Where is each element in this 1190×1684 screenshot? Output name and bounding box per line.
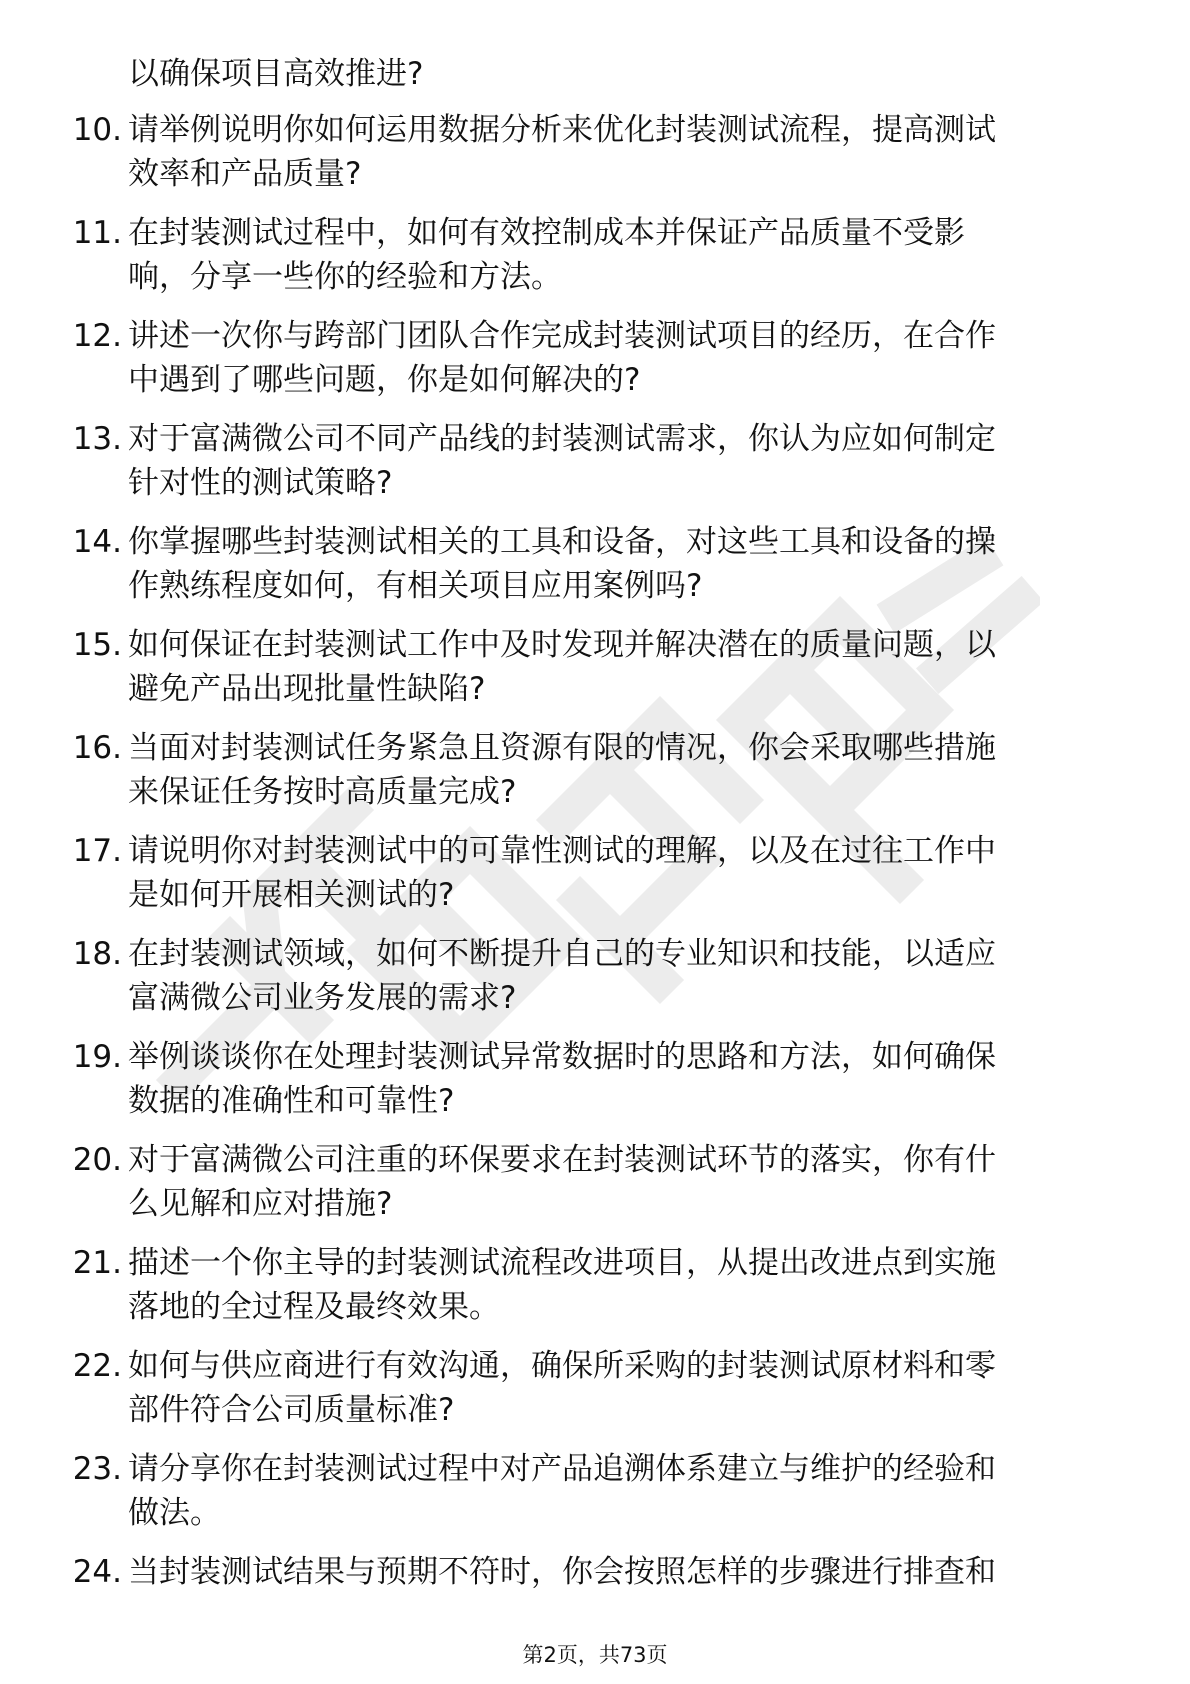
question-text-line: 避免产品出现批量性缺陷?	[128, 671, 486, 707]
question-text-line: 如何与供应商进行有效沟通，确保所采购的封装测试原材料和零	[128, 1348, 996, 1384]
list-item	[56, 314, 1116, 402]
question-text-line: 来保证任务按时高质量完成?	[128, 774, 517, 810]
question-text-line: 在封装测试过程中，如何有效控制成本并保证产品质量不受影	[128, 215, 965, 251]
question-text-line: 部件符合公司质量标准?	[128, 1392, 455, 1428]
question-number: 12.	[72, 318, 122, 354]
question-text-line: 是如何开展相关测试的?	[128, 877, 455, 913]
question-text-line: 富满微公司业务发展的需求?	[128, 980, 517, 1016]
question-text-line: 请分享你在封装测试过程中对产品追溯体系建立与维护的经验和	[128, 1451, 996, 1487]
question-text-line: 中遇到了哪些问题，你是如何解决的?	[128, 362, 641, 398]
question-text-line: 对于富满微公司注重的环保要求在封装测试环节的落实，你有什	[128, 1142, 996, 1178]
question-text-line: 效率和产品质量?	[128, 156, 362, 192]
question-text-line: 做法。	[128, 1495, 221, 1531]
question-text-line: 响，分享一些你的经验和方法。	[128, 259, 562, 295]
question-text-line: 么见解和应对措施?	[128, 1186, 393, 1222]
list-item	[56, 932, 1116, 1020]
question-text-line: 作熟练程度如何，有相关项目应用案例吗?	[128, 568, 703, 604]
question-number: 22.	[72, 1348, 122, 1384]
question-list	[56, 108, 1116, 1594]
question-text-line: 落地的全过程及最终效果。	[128, 1289, 500, 1325]
question-text-line: 在封装测试领域，如何不断提升自己的专业知识和技能，以适应	[128, 936, 996, 972]
list-item	[56, 520, 1116, 608]
question-text-line: 针对性的测试策略?	[128, 465, 393, 501]
list-item	[56, 623, 1116, 711]
list-item	[56, 1035, 1116, 1123]
question-number: 10.	[72, 112, 122, 148]
question-text-line: 请说明你对封装测试中的可靠性测试的理解，以及在过往工作中	[128, 833, 996, 869]
question-number: 13.	[72, 421, 122, 457]
question-number: 15.	[72, 627, 122, 663]
question-text-line: 描述一个你主导的封装测试流程改进项目，从提出改进点到实施	[128, 1245, 996, 1281]
question-text-line: 如何保证在封装测试工作中及时发现并解决潜在的质量问题，以	[128, 627, 996, 663]
question-number: 14.	[72, 524, 122, 560]
list-item	[56, 1550, 1116, 1594]
question-number: 16.	[72, 730, 122, 766]
question-number: 17.	[72, 833, 122, 869]
question-text-line: 举例谈谈你在处理封装测试异常数据时的思路和方法，如何确保	[128, 1039, 996, 1075]
question-text-line: 你掌握哪些封装测试相关的工具和设备，对这些工具和设备的操	[128, 524, 996, 560]
list-item	[56, 108, 1116, 196]
continuation-line: 以确保项目高效推进?	[128, 56, 424, 92]
list-item	[56, 1138, 1116, 1226]
question-text-line: 请举例说明你如何运用数据分析来优化封装测试流程，提高测试	[128, 112, 996, 148]
question-number: 20.	[72, 1142, 122, 1178]
document-body	[56, 52, 1116, 1609]
question-text-line: 讲述一次你与跨部门团队合作完成封装测试项目的经历，在合作	[128, 318, 996, 354]
question-text-line: 当封装测试结果与预期不符时，你会按照怎样的步骤进行排查和	[128, 1554, 996, 1590]
list-item	[56, 1344, 1116, 1432]
question-number: 24.	[72, 1554, 122, 1590]
list-item	[56, 417, 1116, 505]
list-item	[56, 1241, 1116, 1329]
list-item	[56, 1447, 1116, 1535]
list-item	[56, 211, 1116, 299]
question-number: 23.	[72, 1451, 122, 1487]
question-number: 19.	[72, 1039, 122, 1075]
list-item	[56, 829, 1116, 917]
question-text-line: 对于富满微公司不同产品线的封装测试需求，你认为应如何制定	[128, 421, 996, 457]
list-item	[56, 726, 1116, 814]
question-text-line: 当面对封装测试任务紧急且资源有限的情况，你会采取哪些措施	[128, 730, 996, 766]
page-footer: 第2页，共73页	[522, 1643, 668, 1667]
question-number: 11.	[72, 215, 122, 251]
question-number: 18.	[72, 936, 122, 972]
question-text-line: 数据的准确性和可靠性?	[128, 1083, 455, 1119]
question-number: 21.	[72, 1245, 122, 1281]
